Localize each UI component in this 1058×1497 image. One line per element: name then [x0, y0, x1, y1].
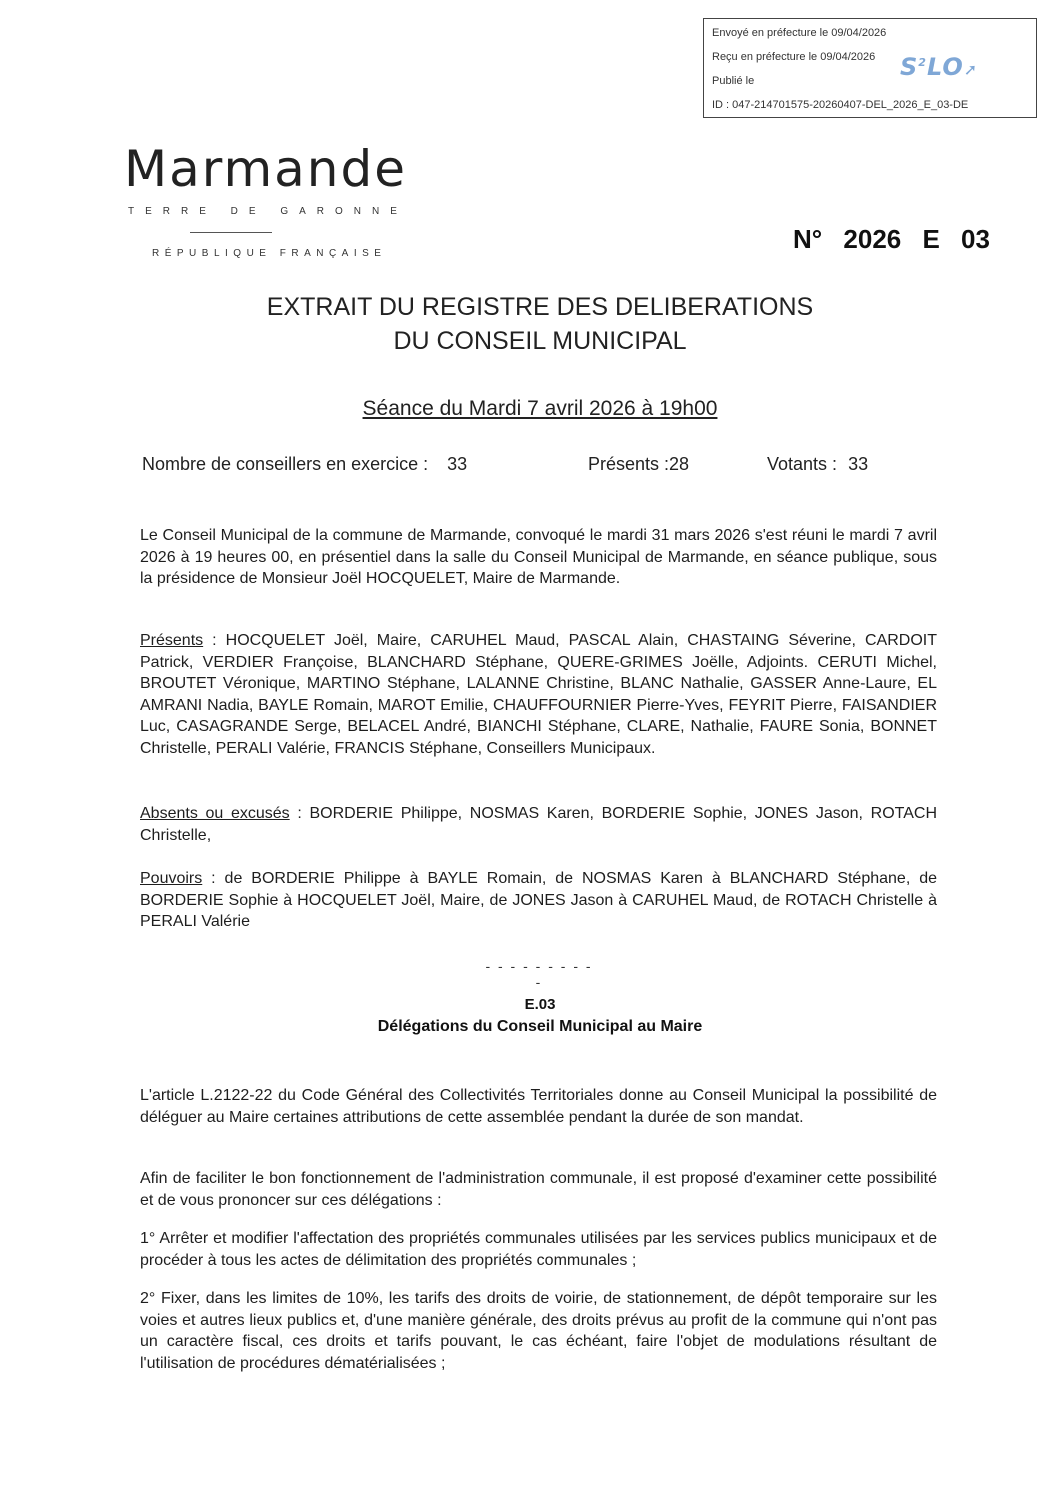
stamp-publie: Publié le	[712, 75, 755, 87]
body-paragraph-2: Afin de faciliter le bon fonctionnement de l'administration communale, il est proposé d'examiner cette possibilité et de vous prononcer sur ces délégations :	[140, 1170, 937, 1209]
republique-francaise: RÉPUBLIQUE FRANÇAISE	[152, 248, 387, 259]
absents-paragraph	[140, 803, 937, 846]
body-paragraph-1: L'article L.2122-22 du Code Général des Collectivités Territoriales donne au Conseil Municipal la possibilité de déléguer au Maire certaines attributions de cette assemblée pendant la durée de son mandat.	[140, 1087, 937, 1126]
section-title: Délégations du Conseil Municipal au Maire	[377, 1018, 703, 1035]
title-line-1: EXTRAIT DU REGISTRE DES DELIBERATIONS	[266, 293, 814, 321]
body-paragraph-4: 2° Fixer, dans les limites de 10%, les tarifs des droits de voirie, de stationnement, de dépôt temporaire sur les voies et autres lieux publics et, d'une manière générale, des droits prévus au profit de la commune qui n'ont pas un caractère fiscal, ces droits et tarifs pouvant, le cas échéant, faire l'objet de modulations résultant de l'utilisation de procédures dématérialisées ;	[140, 1290, 937, 1372]
presents-label: Présents :	[588, 454, 670, 474]
section-code: E.03	[524, 996, 556, 1013]
marmande-logo: Marmande	[124, 140, 407, 198]
s2lo-logo: $S^2LO➚$	[900, 53, 979, 81]
logo-divider	[190, 232, 272, 233]
votants-value: 33	[848, 454, 869, 474]
votants-label: Votants :	[767, 454, 838, 474]
count-votants	[767, 454, 868, 475]
pouvoirs-list: : de BORDERIE Philippe à BAYLE Romain, de NOSMAS Karen à BLANCHARD Stéphane, de BORDERIE Sophie à HOCQUELET Joël, Maire, de JONES Jason à CARUHEL Maud, de ROTACH Christelle à PERALI Valérie	[140, 870, 937, 930]
seance-date: Séance du Mardi 7 avril 2026 à 19h00	[362, 397, 718, 420]
title-line-2: DU CONSEIL MUNICIPAL	[393, 327, 687, 355]
exercice-value: 33	[447, 454, 468, 474]
document-title	[220, 290, 860, 358]
presents-list: : HOCQUELET Joël, Maire, CARUHEL Maud, PASCAL Alain, CHASTAING Séverine, CARDOIT Patrick, VERDIER Françoise, BLANCHARD Stéphane, QUERE-GRIMES Joëlle, Adjoints. CERUTI Michel, BROUTET Véronique, MARTINO Stéphane, LALANNE Christine, BLANC Nathalie, GASSER Anne-Laure, EL AMRANI Nadia, BAYLE Romain, MAROT Emilie, CHAUFFOURNIER Pierre-Yves, FEYRIT Pierre, FAISANDIER Luc, CASAGRANDE Serge, BELACEL André, BIANCHI Stéphane, CLARE, Nathalie, FAURE Sonia, BONNET Christelle, PERALI Valérie, FRANCIS Stéphane, Conseillers Municipaux.	[140, 632, 937, 757]
body-paragraph-3: 1° Arrêter et modifier l'affectation des propriétés communales utilisées par les services publics municipaux et de procéder à tous les actes de délimitation des propriétés communales ;	[140, 1230, 937, 1269]
exercice-label: Nombre de conseillers en exercice :	[142, 454, 429, 474]
absents-list: : BORDERIE Philippe, NOSMAS Karen, BORDERIE Sophie, JONES Jason, ROTACH Christelle,	[140, 805, 938, 844]
stamp-id: ID : 047-214701575-20260407-DEL_2026_E_03-DE	[712, 99, 969, 111]
stamp-recu: Reçu en préfecture le 09/04/2026	[712, 51, 876, 63]
pouvoirs-label: Pouvoirs	[140, 870, 203, 887]
stamp-envoye: Envoyé en préfecture le 09/04/2026	[712, 27, 887, 39]
prefecture-stamp	[703, 18, 1037, 118]
section-separator: - - - - - - - - - -	[485, 958, 593, 990]
presents-value: 28	[669, 454, 690, 474]
deliberation-number: N° 2026 E 03	[793, 224, 990, 254]
intro-paragraph: Le Conseil Municipal de la commune de Marmande, convoqué le mardi 31 mars 2026 s'est réuni le mardi 7 avril 2026 à 19 heures 00, en présentiel dans la salle du Conseil Municipal de Marmande, en séance publique, sous la présidence de Monsieur Joël HOCQUELET, Maire de Marmande.	[140, 527, 937, 587]
absents-label: Absents ou excusés	[140, 805, 290, 822]
logo-tagline: TERRE DE GARONNE	[128, 206, 408, 217]
presents-paragraph	[140, 630, 937, 759]
presents-label: Présents	[140, 632, 204, 649]
count-presents	[588, 454, 689, 475]
pouvoirs-paragraph	[140, 868, 937, 933]
count-exercice	[142, 454, 467, 475]
